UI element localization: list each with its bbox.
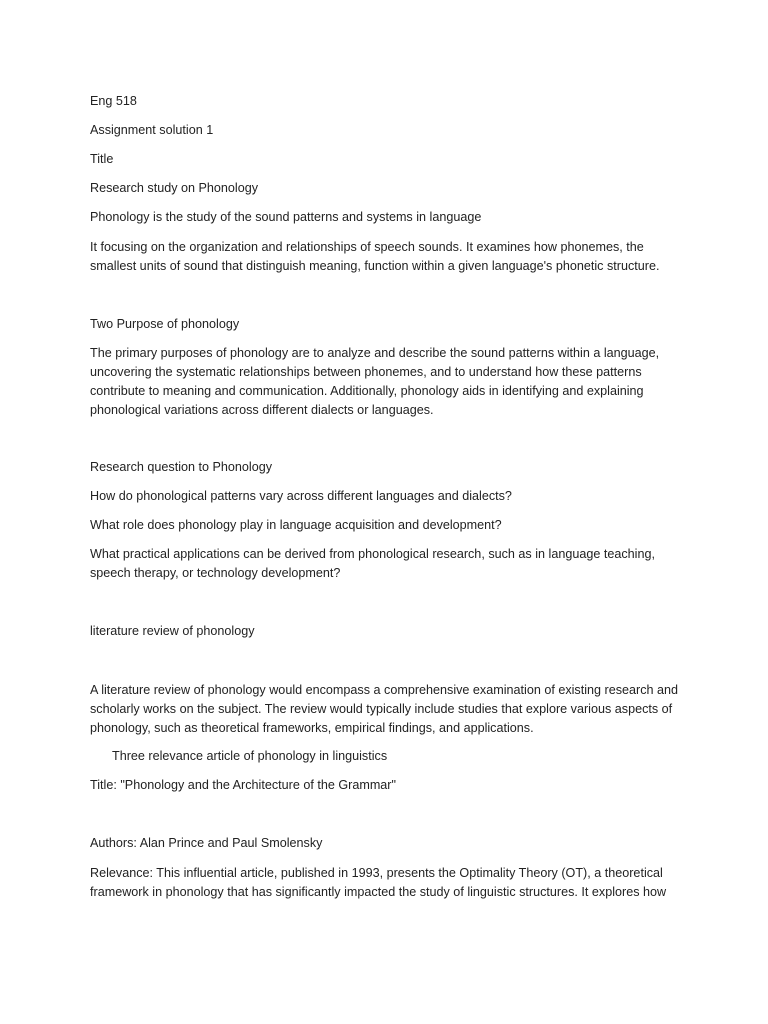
research-question-2: What role does phonology play in language acquisition and development? (90, 518, 502, 532)
purpose-paragraph: The primary purposes of phonology are to analyze and describe the sound patterns within a language, uncovering the systematic relationships between phonemes, and to understand how these patterns contribute to meaning and communication. Additionally, phonology aids in identifying and explaining phonological variations across different dialects or languages. (90, 346, 660, 417)
definition-paragraph: Phonology is the study of the sound patterns and systems in language (90, 210, 482, 224)
article-authors: Authors: Alan Prince and Paul Smolensky (90, 836, 323, 850)
articles-heading: Three relevance article of phonology in linguistics (112, 749, 388, 763)
course-code: Eng 518 (90, 94, 137, 108)
literature-heading: literature review of phonology (90, 624, 255, 638)
research-question-1: How do phonological patterns vary across different languages and dialects? (90, 489, 512, 503)
article-relevance: Relevance: This influential article, published in 1993, presents the Optimality Theory (OT), a theoretical framework in phonology that has significantly impacted the study of linguistic structures. It explores how (90, 866, 667, 899)
article-title: Title: "Phonology and the Architecture of the Grammar" (90, 778, 396, 792)
assignment-label: Assignment solution 1 (90, 123, 214, 137)
title-label: Title (90, 152, 114, 166)
purpose-heading: Two Purpose of phonology (90, 317, 240, 331)
literature-paragraph: A literature review of phonology would encompass a comprehensive examination of existing research and scholarly works on the subject. The review would typically include studies that explore various aspects of phonology, such as theoretical frameworks, empirical findings, and applications. (90, 683, 679, 735)
intro-paragraph: It focusing on the organization and relationships of speech sounds. It examines how phonemes, the smallest units of sound that distinguish meaning, function within a given language's phonetic structure. (90, 240, 660, 273)
research-heading: Research question to Phonology (90, 460, 273, 474)
research-question-3: What practical applications can be derived from phonological research, such as in language teaching, speech therapy, or technology development? (90, 547, 655, 580)
document-title: Research study on Phonology (90, 181, 259, 195)
